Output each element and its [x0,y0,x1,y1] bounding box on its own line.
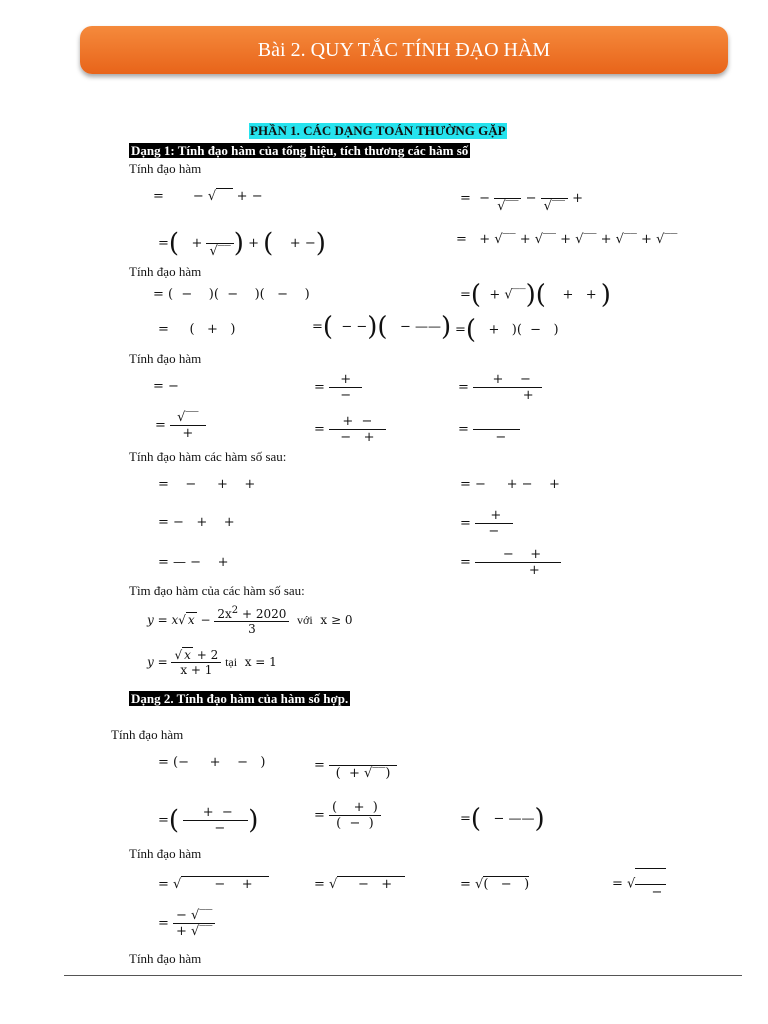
expr-3f: = − [458,414,520,445]
expr-2e: =( + )( − ) [455,315,559,345]
f1-den: 3 [248,622,256,636]
footer-rule [64,975,742,976]
expr-4c: = − + + [158,515,235,530]
formula-2: y = $\frac{√ x + 2}{x + 1}$ tại x = 1 [147,648,277,677]
f2-at: x = 1 [244,655,277,669]
dang1-heading: Dạng 1: Tính đạo hàm của tổng hiệu, tích thương các hàm số [131,143,469,158]
expr-6a: = (− + − ) [158,755,266,770]
lesson-title: Bài 2. QUY TẮC TÍNH ĐẠO HÀM [257,38,551,61]
label-tai: tại [225,655,238,669]
label-tinh-dao-ham-5: Tính đạo hàm [129,846,202,861]
expr-3d: = $\frac{√‾‾}{+}$ [155,410,206,441]
expr-7a: = √ − + [158,877,270,892]
lesson-title-banner [80,26,728,74]
dang2-heading: Dạng 2. Tính đạo hàm của hàm số hợp. [131,691,349,706]
label-tinh-dao-ham-2: Tính đạo hàm [129,264,202,279]
expr-6d: = $\frac{( + )}{( - )}$ [314,800,381,831]
f1-plus: + 2020 [241,607,287,621]
expr-2c: = ( + ) [158,322,236,337]
label-tinh-dao-ham-1: Tính đạo hàm [129,161,202,176]
expr-1a: = − √ + − [153,189,263,204]
expr-6b: = ( + √‾‾) [314,750,397,781]
label-tinh-dao-ham-4: Tính đạo hàm [111,727,184,742]
expr-3c: = $\frac{+ -}{+}$ [458,372,542,403]
expr-6e: =( − ——) [460,804,545,834]
expr-7e: = $\frac{- √‾‾}{+ √‾‾}$ [158,908,215,939]
expr-7c: = √( − ) [460,877,530,892]
f2-num: + 2 [196,648,219,662]
label-tinh-dao-ham-6: Tính đạo hàm [129,951,202,966]
f2-den: x + 1 [180,663,213,677]
f1-cond: x ≥ 0 [320,613,353,627]
expr-4e: = — − + [158,555,229,570]
expr-1c: =( + √‾‾ ) + ( + −) [158,228,326,259]
expr-2d: =( − −)( − ——) [312,312,452,342]
label-voi: với [297,613,313,627]
expr-2a: = ( − )( − )( − ) [153,287,310,302]
expr-3a: = − [153,379,179,394]
expr-3b: = $\frac{+}{-}$ [314,372,362,403]
label-cac-ham-so-sau: Tính đạo hàm các hàm số sau: [129,449,287,464]
expr-4b: = − + − + [460,477,560,492]
expr-4f: = $\frac{- +}{+}$ [460,547,561,578]
expr-7d: = √ − [612,868,666,900]
section-heading: PHẦN 1. CÁC DẠNG TOÁN THƯỜNG GẶP [250,123,506,138]
expr-7b: = √ − + [314,877,405,892]
expr-3e: = $\frac{+ -}{- +}$ [314,414,386,445]
expr-6c: =( $\frac{+ -}{-}$ ) [158,805,259,836]
label-tim-dao-ham: Tìm đạo hàm của các hàm số sau: [129,583,305,598]
expr-2b: =( + √‾‾)( + + ) [460,280,611,310]
label-tinh-dao-ham-3: Tính đạo hàm [129,351,202,366]
expr-1b: = − √‾‾ − √‾‾ + [460,183,583,214]
expr-4a: = − + + [158,477,256,492]
f1-num: 2x [217,607,232,621]
expr-1d: = + √‾‾ + √‾‾ + √‾‾ + √‾‾ + √‾‾ [456,232,678,247]
expr-4d: = $\frac{+}{-}$ [460,508,513,539]
formula-1: y = x√ x − $\frac{2x^2 + 2020}{3}$ với x ≥ 0 [147,605,353,636]
